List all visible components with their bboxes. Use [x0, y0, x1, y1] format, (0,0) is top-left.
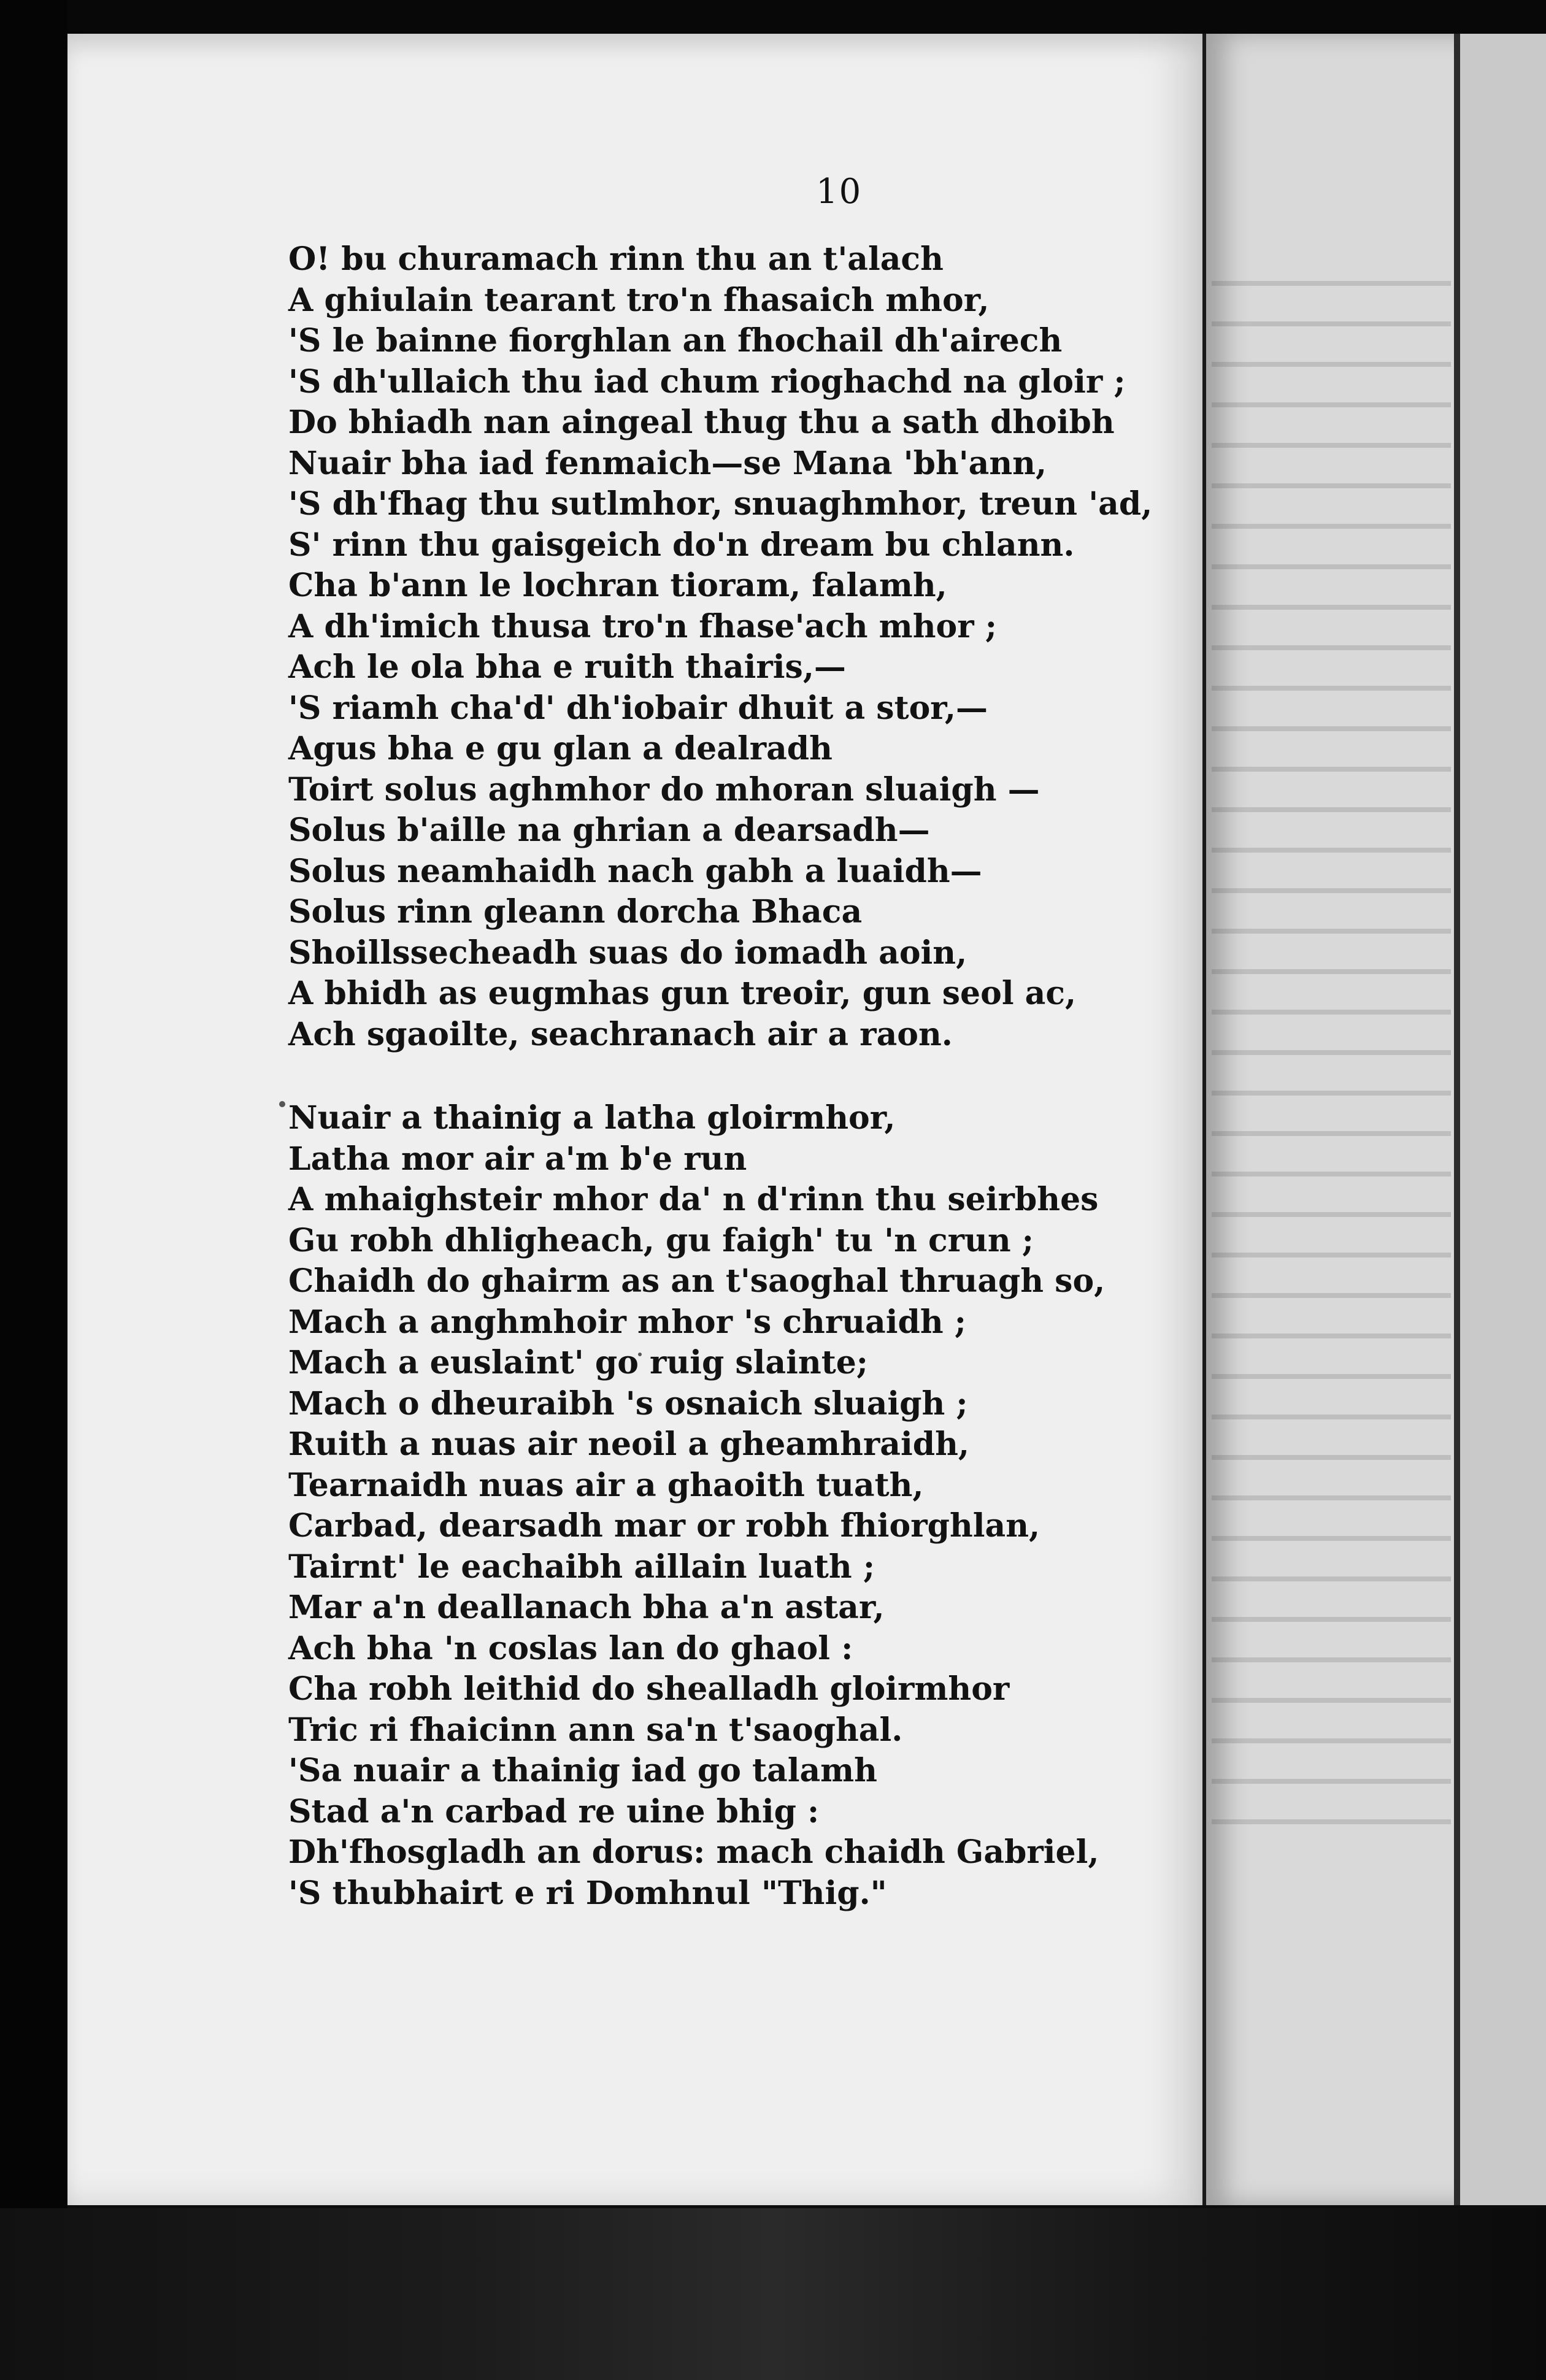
- adjacent-page-margin: [1460, 34, 1546, 2205]
- poem-line: Mach a euslaint' go ruig slainte;: [288, 1344, 868, 1381]
- poem-line: Dh'fhosgladh an dorus: mach chaidh Gabriel,: [288, 1833, 1099, 1871]
- poem-line: 'S le bainne fiorghlan an fhochail dh'airech: [288, 322, 1063, 359]
- poem-line: Agus bha e gu glan a dealradh: [288, 730, 833, 767]
- poem: [288, 239, 1184, 1914]
- poem-line: Mach a anghmhoir mhor 's chruaidh ;: [288, 1303, 966, 1341]
- poem-line: Nuair bha iad fenmaich—se Mana 'bh'ann,: [288, 444, 1047, 482]
- poem-line: Chaidh do ghairm as an t'saoghal thruagh so,: [288, 1262, 1106, 1300]
- poem-line: O! bu churamach rinn thu an t'alach: [288, 240, 944, 278]
- poem-line: Ach le ola bha e ruith thairis,—: [288, 648, 846, 686]
- stanza: [288, 239, 1184, 1055]
- poem-line: Cha robh leithid do shealladh gloirmhor: [288, 1670, 1010, 1708]
- adjacent-page-edge: [1454, 34, 1460, 2205]
- poem-line: Solus rinn gleann dorcha Bhaca: [288, 893, 863, 931]
- poem-line: Gu robh dhligheach, gu faigh' tu 'n crun ;: [288, 1221, 1034, 1259]
- scan-frame-bottom: [0, 2208, 1546, 2380]
- poem-line: Nuair a thainig a latha gloirmhor,: [288, 1099, 896, 1137]
- stanza-break: [288, 1055, 1184, 1098]
- poem-line: Do bhiadh nan aingeal thug thu a sath dhoibh: [288, 404, 1115, 441]
- poem-line: Tairnt' le eachaibh aillain luath ;: [288, 1548, 875, 1586]
- poem-line: S' rinn thu gaisgeich do'n dream bu chlann.: [288, 526, 1075, 564]
- poem-line: Cha b'ann le lochran tioram, falamh,: [288, 567, 947, 604]
- poem-line: A dh'imich thusa tro'n fhase'ach mhor ;: [288, 607, 997, 645]
- poem-line: 'Sa nuair a thainig iad go talamh: [288, 1752, 877, 1789]
- poem-line: Mach o dheuraibh 's osnaich sluaigh ;: [288, 1384, 968, 1422]
- poem-line: Stad a'n carbad re uine bhig :: [288, 1792, 820, 1830]
- poem-line: 'S dh'ullaich thu iad chum rioghachd na gloir ;: [288, 363, 1126, 401]
- page-number: 10: [816, 172, 863, 212]
- poem-line: Ach bha 'n coslas lan do ghaol :: [288, 1629, 853, 1667]
- poem-line: 'S thubhairt e ri Domhnul "Thig.": [288, 1874, 887, 1912]
- poem-line: Carbad, dearsadh mar or robh fhiorghlan,: [288, 1507, 1040, 1545]
- poem-line: A bhidh as eugmhas gun treoir, gun seol ac,: [288, 975, 1077, 1012]
- adjacent-page-bleed-through: [1212, 258, 1451, 1852]
- poem-line: Latha mor air a'm b'e run: [288, 1140, 747, 1178]
- scan-frame-left: [0, 0, 67, 2380]
- poem-line: Ruith a nuas air neoil a gheamhraidh,: [288, 1426, 970, 1463]
- poem-line: Mar a'n deallanach bha a'n astar,: [288, 1589, 885, 1626]
- poem-line: Toirt solus aghmhor do mhoran sluaigh —: [288, 770, 1040, 808]
- poem-line: Ach sgaoilte, seachranach air a raon.: [288, 1015, 953, 1053]
- scan-frame-top: [0, 0, 1546, 37]
- poem-line: 'S dh'fhag thu sutlmhor, snuaghmhor, treun 'ad,: [288, 485, 1153, 523]
- stanza: [288, 1098, 1184, 1914]
- paper-speck: [279, 1101, 285, 1107]
- poem-line: A mhaighsteir mhor da' n d'rinn thu seirbhes: [288, 1181, 1099, 1218]
- poem-line: Solus b'aille na ghrian a dearsadh—: [288, 812, 930, 849]
- poem-line: Solus neamhaidh nach gabh a luaidh—: [288, 852, 982, 890]
- poem-line: Shoillssecheadh suas do iomadh aoin,: [288, 934, 967, 972]
- poem-line: Tearnaidh nuas air a ghaoith tuath,: [288, 1466, 924, 1504]
- poem-line: A ghiulain tearant tro'n fhasaich mhor,: [288, 281, 990, 319]
- poem-line: 'S riamh cha'd' dh'iobair dhuit a stor,—: [288, 689, 988, 727]
- poem-line: Tric ri fhaicinn ann sa'n t'saoghal.: [288, 1711, 903, 1749]
